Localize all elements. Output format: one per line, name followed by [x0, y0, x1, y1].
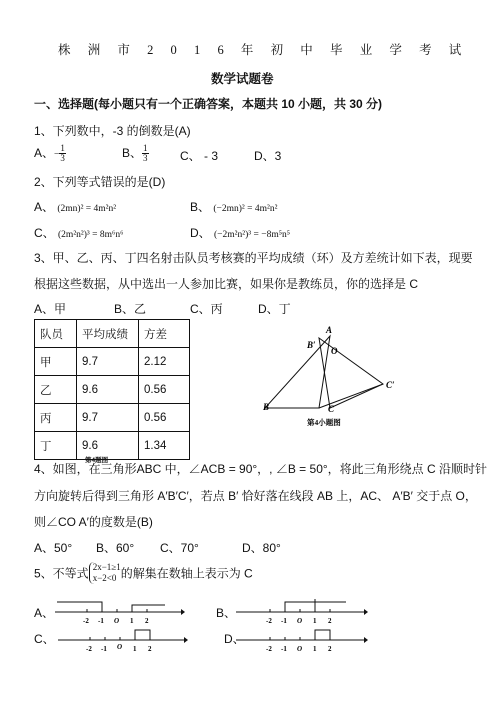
tick-label: -2 [266, 617, 272, 625]
q1-option-a [34, 144, 66, 163]
q4-option-d: D、80° [242, 541, 281, 555]
inequality-system [89, 562, 121, 584]
q1-option-a-sign: − [54, 150, 60, 160]
paper-subtitle: 数学试题卷 [211, 72, 274, 86]
q5-option-a-label: A、 [34, 606, 55, 620]
table-header-cell: 方差 [139, 320, 190, 348]
tick-label: 1 [313, 645, 317, 653]
number-line-d [236, 624, 368, 656]
table-cell: 2.12 [139, 348, 190, 376]
q3-option-a: A、甲 [34, 302, 67, 316]
table-cell: 9.7 [77, 404, 139, 432]
q3-stem-line1: 3、甲、乙、丙、丁四名射击队员考核赛的平均成绩（环）及方差统计如下表，现要 [34, 251, 473, 265]
q3-option-c: C、丙 [190, 302, 223, 316]
q1-stem: 1、下列数中，-3 的倒数是(A) [34, 124, 191, 138]
tick-label: 2 [328, 645, 332, 653]
q4-line2: 方向旋转后得到三角形 A′B′C′，若点 B′ 恰好落在线段 AB 上，AC、 A′B′ 交于点 O， [34, 489, 477, 503]
tick-label: 2 [148, 645, 152, 653]
tick-label: O [117, 643, 123, 651]
table-cell: 0.56 [139, 404, 190, 432]
q2-option-b [190, 198, 277, 215]
q4-line1: 4、如图，在三角形ABC 中，∠ACB = 90°，, ∠B = 50°，将此三角形绕点 C 沿顺时针 [34, 462, 488, 476]
q2-option-d [190, 224, 290, 241]
q1-option-b-fraction [142, 144, 149, 163]
tick-label: 1 [130, 617, 134, 625]
q4-option-c: C、70° [160, 541, 199, 555]
tick-label: 1 [313, 617, 317, 625]
table-cell: 乙 [35, 376, 77, 404]
q4-option-a: A、50° [34, 541, 73, 555]
inequality-1: 2x−1≥1 [92, 562, 121, 572]
q5-option-b-label: B、 [216, 606, 237, 620]
figure-caption: 第4小题图 [307, 418, 341, 427]
table-cell: 丁 [35, 432, 77, 460]
label-b: B [263, 402, 270, 412]
label-b-prime: B′ [307, 340, 316, 350]
tick-label: 2 [328, 617, 332, 625]
tick-label: O [297, 645, 303, 653]
q2-option-a [34, 198, 116, 215]
q5-option-c-label: C、 [34, 632, 55, 646]
label-o: O [331, 346, 338, 356]
q3-stem-line2: 根据这些数据，从中选出一人参加比赛，如果你是教练员，你的选择是 C [34, 277, 419, 291]
q1-option-b [122, 144, 149, 163]
label-c: C [328, 404, 335, 414]
table-header-cell: 平均成绩 [77, 320, 139, 348]
tick-label: -1 [281, 617, 287, 625]
table-cell: 1.34 [139, 432, 190, 460]
tick-label: O [297, 617, 303, 625]
table-header-cell: 队员 [35, 320, 77, 348]
q1-option-a-numerator: 1 [60, 143, 65, 154]
q2-option-c [34, 224, 123, 241]
q1-option-d: D、3 [254, 149, 282, 163]
q1-option-b-denominator: 3 [143, 153, 148, 164]
tick-label: 2 [145, 617, 149, 625]
inequality-2: x−2<0 [92, 573, 117, 583]
q5-stem-suffix: 的解集在数轴上表示为 C [120, 566, 253, 581]
exam-title: 株洲市2016年初中毕业学考试 [58, 43, 479, 57]
q2-option-b-expr: (−2mn)² = 4m²n² [213, 204, 278, 214]
q2-stem: 2、下列等式错误的是(D) [34, 175, 166, 189]
q1-option-b-numerator: 1 [143, 143, 148, 154]
q1-option-a-label: A、 [34, 146, 55, 160]
table-cell: 丙 [35, 404, 77, 432]
triangle-figure [255, 320, 415, 435]
q1-option-b-label: B、 [122, 146, 143, 160]
q2-option-c-label: C、 [34, 226, 55, 240]
scores-table [34, 319, 190, 460]
q2-option-a-label: A、 [34, 200, 55, 214]
table-header-row [35, 320, 190, 348]
triangle-prime [319, 338, 383, 408]
q2-option-d-expr: (−2m²n²)³ = −8m⁵n⁵ [214, 230, 291, 240]
tick-label: -1 [101, 645, 107, 653]
table-cell: 0.56 [139, 376, 190, 404]
q4-line3: 则∠CO A′的度数是(B) [34, 515, 153, 529]
table-cell: 9.6 [77, 376, 139, 404]
label-c-prime: C′ [386, 380, 395, 390]
tick-label: -2 [266, 645, 272, 653]
tick-label: 1 [133, 645, 137, 653]
table-cell: 甲 [35, 348, 77, 376]
table-row [35, 376, 190, 404]
q2-option-d-label: D、 [190, 226, 211, 240]
table-row [35, 404, 190, 432]
q2-option-a-expr: (2mn)² = 4m²n² [57, 204, 117, 214]
tick-label: -1 [281, 645, 287, 653]
q4-figure-label-overlap: 第4题图 [85, 457, 109, 464]
q1-option-c: C、 - 3 [180, 149, 219, 163]
q3-option-b: B、乙 [114, 302, 147, 316]
q3-option-d: D、丁 [258, 302, 291, 316]
table-cell: 9.7 [77, 348, 139, 376]
tick-label: -1 [98, 617, 104, 625]
q2-option-c-expr: (2m²n²)³ = 8m⁶n⁶ [58, 230, 124, 240]
q1-option-a-fraction [59, 144, 66, 163]
tick-label: O [114, 617, 120, 625]
q5-stem-prefix: 5、不等式 [34, 566, 89, 581]
section-heading: 一、选择题(每小题只有一个正确答案，本题共 10 小题，共 30 分) [34, 97, 383, 111]
table-row [35, 348, 190, 376]
label-a: A [326, 325, 333, 335]
q5-option-d-label: D、 [224, 632, 245, 646]
number-line-c [58, 624, 188, 656]
table-cell: 9.6 [77, 432, 139, 460]
tick-label: -2 [86, 645, 92, 653]
q1-option-a-denominator: 3 [60, 153, 65, 164]
q4-option-b: B、60° [96, 541, 135, 555]
q2-option-b-label: B、 [190, 200, 211, 214]
table-row [35, 432, 190, 460]
tick-label: -2 [83, 617, 89, 625]
q5-stem [34, 562, 253, 584]
